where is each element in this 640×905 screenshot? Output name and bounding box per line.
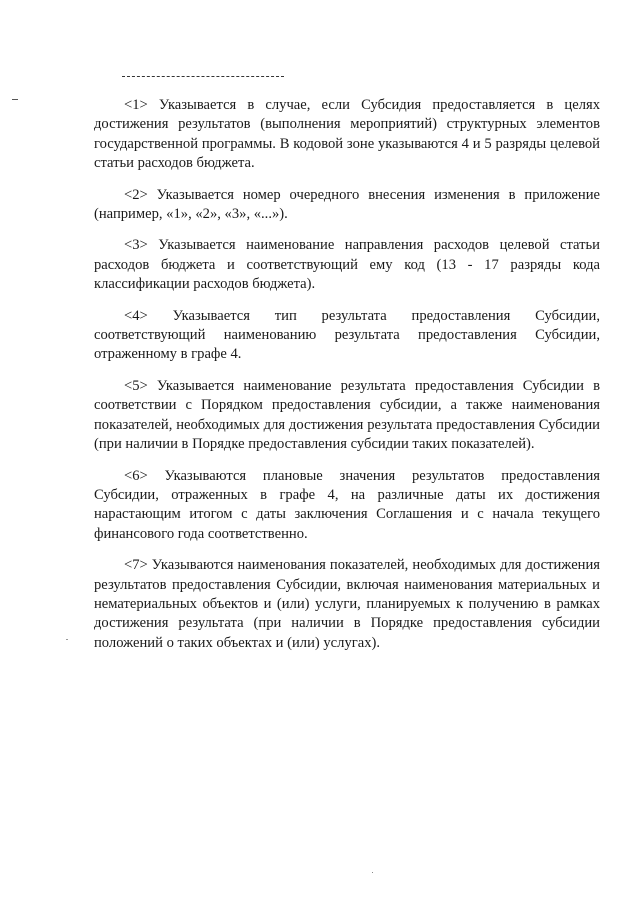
footnote-7: <7> Указываются наименования показателей, необходимых для достижения результатов предоставления Субсидии, включая наименования материальных и нематериальных объектов и (или) услуги, планируемых к получению в рамках достижения результата (при наличии в Порядке предоставления субсидии положений о таких объектах и (или) услугах). (94, 557, 600, 651)
footnotes-section (94, 96, 600, 664)
footnote-2: <2> Указывается номер очередного внесения изменения в приложение (например, «1», «2», «3», «...»). (94, 186, 600, 223)
footnote-separator (122, 76, 284, 77)
footnote-6: <6> Указываются плановые значения результатов предоставления Субсидии, отраженных в графе 4, на различные даты их достижения нарастающим итогом с даты заключения Соглашения и с начала текущего финансового года соответственно. (94, 467, 600, 542)
scan-artifact (12, 99, 18, 100)
footnote-3: <3> Указывается наименование направления расходов целевой статьи расходов бюджета и соответствующий ему код (13 - 17 разряды кода классификации расходов бюджета). (94, 237, 600, 293)
scan-artifact (66, 639, 68, 640)
footnote-1: <1> Указывается в случае, если Субсидия предоставляется в целях достижения результатов (выполнения мероприятий) структурных элементов государственной программы. В кодовой зоне указываются 4 и 5 разряды целевой статьи расходов бюджета. (94, 97, 600, 172)
footnote-5: <5> Указывается наименование результата предоставления Субсидии в соответствии с Порядком предоставления субсидии, а также наименования показателей, необходимых для достижения результата предоставления Субсидии (при наличии в Порядке предоставления субсидии таких показателей). (94, 377, 600, 453)
scan-artifact (372, 872, 373, 873)
footnote-4: <4> Указывается тип результата предоставления Субсидии, соответствующий наименованию результата предоставления Субсидии, отраженному в графе 4. (94, 307, 600, 363)
